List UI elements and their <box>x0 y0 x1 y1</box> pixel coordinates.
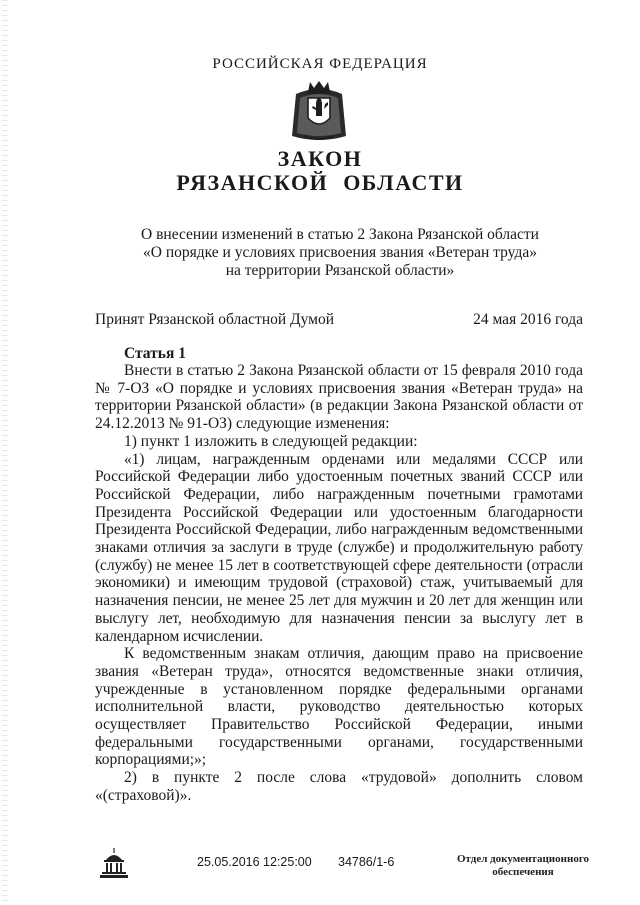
coat-of-arms-ryazan-icon <box>286 78 352 146</box>
registration-number: 34786/1-6 <box>338 855 395 869</box>
law-subject <box>140 226 540 280</box>
article-title: Статья 1 <box>124 345 186 362</box>
article-paragraph: 1) пункт 1 изложить в следующей редакции: <box>124 432 418 450</box>
subject-line-1: О внесении изменений в статью 2 Закона Рязанской области <box>141 226 539 243</box>
article-paragraph: «1) лицам, награжденным орденами или медалями СССР или Российской Федерации либо удостоенным почетных званий СССР или Российской Федерации, либо награжденным почетными грамотами Президента Российской Федерации или удостоенным благодарности Президента Российской Федерации, либо награжденным ведомственными знаками отличия за заслуги в труде (службе) и продолжительную работу (службу) не менее 15 лет в соответствующей сфере деятельности (отрасли экономики) и имеющим трудовой (страховой) стаж, учитываемый для назначения пенсии, не менее 25 лет для мужчин и 20 лет для женщин или выслугу лет, необходимую для назначения пенсии за выслугу лет в календарном исчислении. <box>95 450 583 645</box>
subject-line-2: «О порядке и условиях присвоения звания «Ветеран труда» <box>143 244 537 261</box>
document-region-title: РЯЗАНСКОЙ ОБЛАСТИ <box>176 170 464 195</box>
adopted-date: 24 мая 2016 года <box>473 311 583 328</box>
article-paragraph: Внести в статью 2 Закона Рязанской области от 15 февраля 2010 года № 7-ОЗ «О порядке и условиях присвоения звания «Ветеран труда» на территории Рязанской области» (в редакции Закона Рязанской области от 24.12.2013 № 91-ОЗ) следующие изменения: <box>95 362 583 433</box>
duma-building-icon <box>98 846 130 880</box>
country-header: РОССИЙСКАЯ ФЕДЕРАЦИЯ <box>212 56 428 72</box>
stamp-line-1: Отдел документационного <box>456 853 590 865</box>
article-body <box>95 362 583 805</box>
scan-edge-artifact <box>2 0 8 905</box>
department-stamp <box>448 853 598 879</box>
article-paragraph: 2) в пункте 2 после слова «трудовой» дополнить словом «(страховой)». <box>95 769 583 804</box>
article-paragraph: К ведомственным знакам отличия, дающим право на присвоение звания «Ветеран труда», относятся ведомственные знаки отличия, учрежденные в установленном порядке федеральными органами исполнительной власти, руководство деятельностью которых осуществляет Правительство Российской Федерации, иными федеральными государственными органами, государственными корпорациями;»; <box>95 645 583 769</box>
registration-timestamp: 25.05.2016 12:25:00 <box>197 855 312 869</box>
stamp-line-2: обеспечения <box>492 866 554 878</box>
document-type-title: ЗАКОН <box>277 146 363 171</box>
subject-line-3: на территории Рязанской области» <box>225 262 455 279</box>
adopted-by: Принят Рязанской областной Думой <box>95 311 335 328</box>
